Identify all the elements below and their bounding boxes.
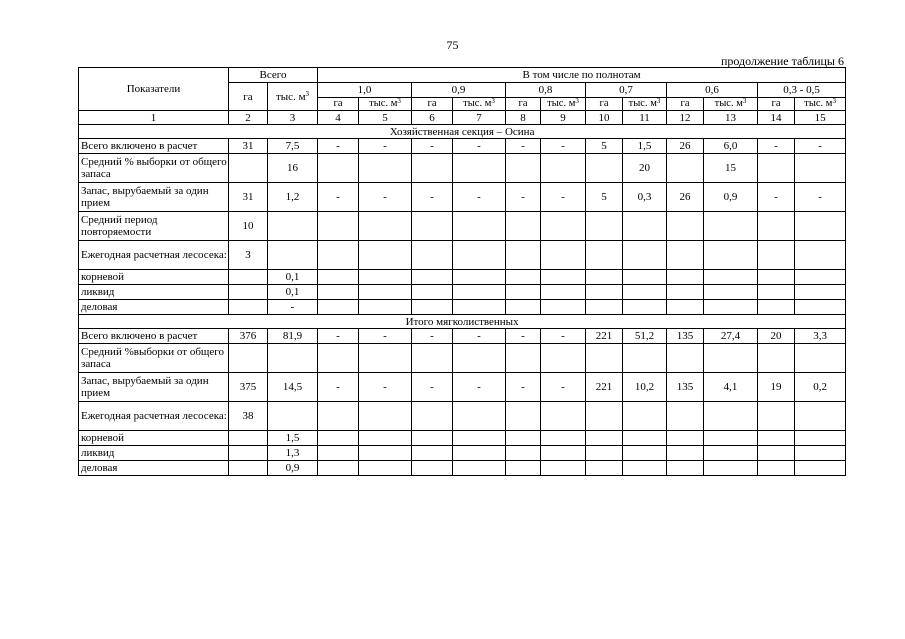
table-cell: - [412,139,453,154]
table-cell: 3 [229,241,268,270]
table-cell [453,241,506,270]
table-cell [229,285,268,300]
column-number: 6 [412,111,453,125]
table-cell: 27,4 [704,329,758,344]
table-cell: 38 [229,402,268,431]
table-cell [506,461,541,476]
table-cell [667,461,704,476]
row-label: Ежегодная расчетная лесосека: [79,241,229,270]
table-cell [586,154,623,183]
table-row [79,154,846,183]
table-cell [667,270,704,285]
section-title-row [79,125,846,139]
table-cell [541,285,586,300]
table-cell [758,461,795,476]
header-unit-ha: га [667,98,704,111]
table-row [79,241,846,270]
table-cell [453,154,506,183]
table-cell [318,446,359,461]
table-cell: 0,1 [268,285,318,300]
table-cell [795,461,846,476]
table-cell: 1,5 [623,139,667,154]
header-unit-volume: тыс. $м^3$ [623,98,667,111]
table-cell: 135 [667,329,704,344]
table-cell [541,461,586,476]
row-label: Всего включено в расчет [79,329,229,344]
table-cell: 221 [586,373,623,402]
row-label: Ежегодная расчетная лесосека: [79,402,229,431]
table-cell [541,212,586,241]
table-row [79,344,846,373]
table-cell [229,461,268,476]
table-cell [623,300,667,315]
table-cell [506,344,541,373]
table-cell [412,285,453,300]
table-cell [412,402,453,431]
table-cell [586,461,623,476]
row-label: Средний период повторяемости [79,212,229,241]
row-label: Всего включено в расчет [79,139,229,154]
table-cell [586,344,623,373]
table-cell [453,461,506,476]
table-cell [412,241,453,270]
column-number: 3 [268,111,318,125]
table-cell [453,344,506,373]
column-number: 14 [758,111,795,125]
table-cell [704,212,758,241]
header-including-by-density: В том числе по полнотам [318,68,846,83]
table-cell [453,446,506,461]
table-cell: 0,1 [268,270,318,285]
table-cell: 31 [229,139,268,154]
table-cell: - [758,183,795,212]
table-cell [506,300,541,315]
table-cell [795,270,846,285]
table-cell [758,241,795,270]
table-cell [318,270,359,285]
table-cell [586,431,623,446]
table-cell [229,270,268,285]
table-cell: 20 [623,154,667,183]
column-number: 9 [541,111,586,125]
table-cell [268,212,318,241]
table-cell [229,154,268,183]
table-cell [704,300,758,315]
table-cell [704,461,758,476]
table-row [79,300,846,315]
table-cell [758,285,795,300]
table-cell [758,154,795,183]
section-title: Итого мягколиственных [79,315,846,329]
column-number: 13 [704,111,758,125]
table-cell: 16 [268,154,318,183]
table-cell: - [795,139,846,154]
table-cell [412,446,453,461]
table-cell [412,431,453,446]
table-cell: - [453,329,506,344]
table-cell [268,241,318,270]
table-cell: - [412,329,453,344]
table-cell: 135 [667,373,704,402]
table-cell [667,446,704,461]
table-cell: 1,5 [268,431,318,446]
allowable-cut-table [78,67,846,476]
table-cell [506,154,541,183]
table-cell [268,344,318,373]
page-number: 75 [446,38,459,52]
table-cell [704,285,758,300]
table-cell: - [318,329,359,344]
header-unit-ha: га [758,98,795,111]
table-row [79,270,846,285]
table-cell [506,270,541,285]
table-cell [541,344,586,373]
header-unit-volume: тыс. $м^3$ [795,98,846,111]
header-unit-volume: тыс. $м^3$ [359,98,412,111]
header-unit-ha: га [412,98,453,111]
table-cell [229,300,268,315]
table-cell [318,402,359,431]
header-density: 1,0 [318,83,412,98]
table-cell [541,402,586,431]
table-cell: 15 [704,154,758,183]
table-row [79,212,846,241]
table-cell: 1,3 [268,446,318,461]
table-cell [359,446,412,461]
header-unit-volume: тыс. $м^3$ [704,98,758,111]
table-cell [268,402,318,431]
table-cell: 10,2 [623,373,667,402]
header-density: 0,7 [586,83,667,98]
table-cell [453,402,506,431]
table-cell [795,300,846,315]
table-cell [586,285,623,300]
header-unit-ha: га [506,98,541,111]
table-cell [359,285,412,300]
table-cell: - [318,139,359,154]
table-cell: - [506,139,541,154]
table-cell: - [359,373,412,402]
header-density: 0,3 - 0,5 [758,83,846,98]
table-cell [318,300,359,315]
table-cell [229,344,268,373]
table-cell: 31 [229,183,268,212]
table-cell: - [541,373,586,402]
table-cell [453,212,506,241]
table-cell [359,402,412,431]
table-cell [586,241,623,270]
table-row [79,431,846,446]
table-cell: - [506,183,541,212]
table-cell [506,241,541,270]
row-label: деловая [79,300,229,315]
table-cell [795,446,846,461]
header-unit-volume: тыс. $м^3$ [453,98,506,111]
table-cell [453,300,506,315]
table-cell: 221 [586,329,623,344]
table-cell [359,270,412,285]
column-number: 11 [623,111,667,125]
table-cell: 5 [586,139,623,154]
table-cell [412,212,453,241]
row-label: деловая [79,461,229,476]
table-cell [667,344,704,373]
header-unit-ha: га [586,98,623,111]
row-label: ликвид [79,446,229,461]
table-cell [318,285,359,300]
table-cell [795,431,846,446]
row-label: Запас, вырубаемый за один прием [79,183,229,212]
table-cell [758,270,795,285]
column-number: 1 [79,111,229,125]
row-label: корневой [79,270,229,285]
table-cell: 26 [667,139,704,154]
table-row [79,329,846,344]
table-cell [795,241,846,270]
table-cell: 10 [229,212,268,241]
table-cell: 376 [229,329,268,344]
table-cell: 0,9 [704,183,758,212]
table-cell: - [506,329,541,344]
table-cell: - [268,300,318,315]
table-cell [359,154,412,183]
table-cell [359,241,412,270]
table-cell: - [359,139,412,154]
table-cell: - [453,183,506,212]
table-cell [541,431,586,446]
table-cell [359,431,412,446]
table-row [79,285,846,300]
table-cell [506,212,541,241]
table-cell [318,212,359,241]
table-continuation-caption: продолжение таблицы 6 [720,54,844,68]
table-cell [667,431,704,446]
table-cell: 375 [229,373,268,402]
table-cell [541,270,586,285]
column-number: 5 [359,111,412,125]
table-cell: - [453,373,506,402]
table-row [79,402,846,431]
table-cell [704,344,758,373]
table-cell: 6,0 [704,139,758,154]
table-cell [318,461,359,476]
table-cell [704,270,758,285]
header-indicators: Показатели [79,68,229,111]
table-row [79,461,846,476]
table-cell [586,402,623,431]
table-cell [318,154,359,183]
table-cell [758,431,795,446]
table-cell: - [412,373,453,402]
table-cell: - [541,139,586,154]
table-cell [623,461,667,476]
table-cell [795,402,846,431]
row-label: Запас, вырубаемый за один прием [79,373,229,402]
table-cell: - [318,183,359,212]
table-cell: 5 [586,183,623,212]
table-cell [541,300,586,315]
header-density: 0,9 [412,83,506,98]
table-cell: - [359,183,412,212]
header-unit-volume: тыс. $м^3$ [541,98,586,111]
table-cell [667,241,704,270]
table-cell [318,431,359,446]
table-cell [704,241,758,270]
row-label: Средний %выборки от общего запаса [79,344,229,373]
column-numbers-row [79,111,846,125]
table-cell: 7,5 [268,139,318,154]
header-total-volume: тыс. $м^3$ [268,83,318,111]
table-cell: 20 [758,329,795,344]
table-cell [758,446,795,461]
row-label: корневой [79,431,229,446]
table-cell [541,241,586,270]
table-cell: - [359,329,412,344]
table-cell: 4,1 [704,373,758,402]
table-row [79,183,846,212]
table-cell [412,461,453,476]
table-cell [623,446,667,461]
column-number: 7 [453,111,506,125]
column-number: 15 [795,111,846,125]
table-cell [667,212,704,241]
table-cell: - [541,329,586,344]
row-label: ликвид [79,285,229,300]
table-cell [412,154,453,183]
table-cell [506,402,541,431]
table-cell [667,402,704,431]
column-number: 12 [667,111,704,125]
table-cell [795,154,846,183]
table-cell [623,431,667,446]
table-cell [667,154,704,183]
column-number: 2 [229,111,268,125]
table-cell [506,285,541,300]
table-cell [586,446,623,461]
table-cell: - [758,139,795,154]
table-cell [623,270,667,285]
table-cell [795,285,846,300]
table-cell [359,212,412,241]
table-cell [229,431,268,446]
table-cell [453,431,506,446]
table-cell: - [412,183,453,212]
table-cell [667,300,704,315]
row-label: Средний % выборки от общего запаса [79,154,229,183]
table-cell [506,431,541,446]
table-cell: 0,2 [795,373,846,402]
header-unit-ha: га [318,98,359,111]
table-cell [704,431,758,446]
table-cell [586,212,623,241]
table-cell [586,300,623,315]
table-cell [541,154,586,183]
table-cell [758,344,795,373]
table-cell [412,270,453,285]
table-cell: 0,9 [268,461,318,476]
table-cell [795,344,846,373]
table-cell [758,300,795,315]
table-cell: 26 [667,183,704,212]
table-cell: - [541,183,586,212]
table-cell [318,241,359,270]
table-cell [704,402,758,431]
header-total: Всего [229,68,318,83]
table-cell [229,446,268,461]
table-cell [412,300,453,315]
table-cell [758,212,795,241]
table-cell [623,285,667,300]
table-cell [795,212,846,241]
table-cell [704,446,758,461]
table-cell [359,344,412,373]
table-cell [623,241,667,270]
table-cell: 81,9 [268,329,318,344]
table-cell [623,212,667,241]
table-cell: 19 [758,373,795,402]
column-number: 10 [586,111,623,125]
table-cell [359,300,412,315]
column-number: 8 [506,111,541,125]
table-cell [623,344,667,373]
table-cell: 0,3 [623,183,667,212]
table-cell: 3,3 [795,329,846,344]
table-cell: 1,2 [268,183,318,212]
table-cell [758,402,795,431]
table-row [79,446,846,461]
table-cell [623,402,667,431]
header-density: 0,8 [506,83,586,98]
table-cell [667,285,704,300]
table-cell [541,446,586,461]
table-cell: 51,2 [623,329,667,344]
section-title: Хозяйственная секция – Осина [79,125,846,139]
header-total-ha: га [229,83,268,111]
table-cell: - [453,139,506,154]
table-cell [506,446,541,461]
table-cell [586,270,623,285]
table-cell [318,344,359,373]
table-cell [412,344,453,373]
table-row [79,139,846,154]
column-number: 4 [318,111,359,125]
table-cell: 14,5 [268,373,318,402]
header-density: 0,6 [667,83,758,98]
table-cell: - [795,183,846,212]
section-title-row [79,315,846,329]
table-cell [453,285,506,300]
table-cell: - [506,373,541,402]
table-row [79,373,846,402]
table-cell [453,270,506,285]
table-cell: - [318,373,359,402]
table-cell [359,461,412,476]
